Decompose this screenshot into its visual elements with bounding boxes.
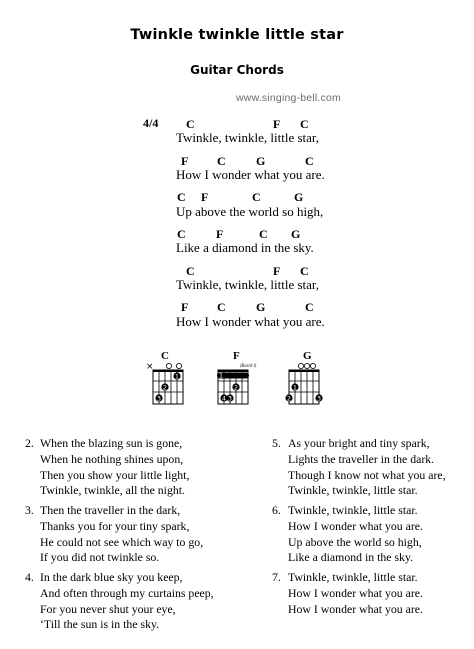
song-title: Twinkle twinkle little star bbox=[130, 27, 344, 43]
chord-label: F bbox=[181, 300, 189, 314]
verse-number: 7. bbox=[272, 570, 281, 584]
verse-line: Twinkle, twinkle, little star. bbox=[288, 503, 418, 517]
fretboard-grid bbox=[145, 350, 185, 410]
chord-diagram-label: G bbox=[303, 350, 312, 362]
chord-label: C bbox=[305, 300, 314, 314]
lyric-line: Up above the world so high, bbox=[176, 204, 324, 219]
chord-label: C bbox=[305, 154, 314, 168]
lyric-line: How I wonder what you are. bbox=[176, 167, 325, 182]
verse-line: Though I know not what you are, bbox=[288, 467, 446, 482]
open-string-marker bbox=[166, 363, 171, 368]
verse-line: Up above the world so high, bbox=[288, 534, 422, 549]
chord-label: C bbox=[259, 227, 268, 241]
chord-label: C bbox=[300, 264, 309, 278]
chord-diagram-label: C bbox=[161, 350, 169, 362]
verse-line: When the blazing sun is gone, bbox=[40, 436, 183, 450]
svg-text:1: 1 bbox=[292, 383, 298, 392]
chord-label: C bbox=[177, 227, 186, 241]
open-string-marker bbox=[304, 363, 309, 368]
chord-label: C bbox=[186, 264, 195, 278]
chord-label: G bbox=[256, 154, 266, 168]
chord-label: F bbox=[216, 227, 224, 241]
verse-line: For you never shut your eye, bbox=[40, 601, 176, 616]
verse-line: In the dark blue sky you keep, bbox=[40, 570, 183, 584]
lyric-line: Twinkle, twinkle, little star, bbox=[176, 277, 319, 292]
barre-note: (Barré I) bbox=[240, 363, 257, 368]
chord-diagram-f bbox=[212, 350, 260, 410]
verse-line: Then you show your little light, bbox=[40, 467, 190, 482]
verse-line: Lights the traveller in the dark. bbox=[288, 451, 435, 466]
chord-label: C bbox=[217, 300, 226, 314]
lyric-line: Like a diamond in the sky. bbox=[176, 240, 314, 255]
chord-label: C bbox=[177, 190, 186, 204]
verse-line: Twinkle, twinkle, little star. bbox=[288, 570, 418, 584]
chord-label: G bbox=[256, 300, 266, 314]
open-string-marker bbox=[298, 363, 303, 368]
verse-line: He could not see which way to go, bbox=[40, 534, 204, 549]
chord-label: F bbox=[273, 264, 281, 278]
chord-label: F bbox=[181, 154, 189, 168]
chord-diagram-label: F bbox=[233, 350, 240, 362]
page-subtitle: Guitar Chords bbox=[190, 63, 284, 77]
verse-number: 3. bbox=[25, 503, 34, 517]
verse-line: Twinkle, twinkle, little star. bbox=[288, 483, 418, 498]
chord-diagram-c bbox=[145, 350, 185, 410]
fretboard-grid bbox=[212, 350, 260, 410]
chord-label: F bbox=[273, 117, 281, 131]
lyric-line: How I wonder what you are. bbox=[176, 314, 325, 329]
verse-line: How I wonder what you are. bbox=[288, 585, 423, 600]
svg-text:2: 2 bbox=[233, 383, 239, 392]
muted-string-mark: × bbox=[146, 362, 154, 372]
svg-text:1: 1 bbox=[174, 372, 180, 381]
verse-number: 2. bbox=[25, 436, 34, 450]
chord-diagram-g bbox=[283, 350, 329, 410]
open-string-marker bbox=[310, 363, 315, 368]
verse-line: How I wonder what you are. bbox=[288, 601, 423, 616]
svg-text:2: 2 bbox=[286, 394, 292, 403]
chord-label: C bbox=[217, 154, 226, 168]
svg-text:2: 2 bbox=[162, 383, 168, 392]
verse-line: If you did not twinkle so. bbox=[40, 550, 160, 565]
verse-line: As your bright and tiny spark, bbox=[288, 436, 430, 450]
verse-line: And often through my curtains peep, bbox=[40, 585, 214, 600]
verse-line: Twinkle, twinkle, all the night. bbox=[40, 483, 185, 498]
verse-line: When he nothing shines upon, bbox=[40, 451, 184, 466]
chord-label: G bbox=[291, 227, 301, 241]
chord-label: C bbox=[186, 117, 195, 131]
svg-text:4: 4 bbox=[221, 394, 227, 403]
website-url[interactable]: www.singing-bell.com bbox=[236, 92, 341, 104]
svg-text:3: 3 bbox=[316, 394, 322, 403]
verse-line: Thanks you for your tiny spark, bbox=[40, 518, 190, 533]
lyric-line: Twinkle, twinkle, little star, bbox=[176, 130, 319, 145]
chord-label: G bbox=[294, 190, 304, 204]
verse-number: 5. bbox=[272, 436, 281, 450]
open-string-marker bbox=[176, 363, 181, 368]
chord-label: C bbox=[252, 190, 261, 204]
chord-label: C bbox=[300, 117, 309, 131]
svg-text:3: 3 bbox=[156, 394, 162, 403]
time-signature: 4/4 bbox=[143, 116, 159, 130]
fretboard-grid bbox=[283, 350, 329, 410]
verse-line: ‘Till the sun is in the sky. bbox=[40, 617, 160, 632]
svg-text:3: 3 bbox=[227, 394, 233, 403]
verse-number: 6. bbox=[272, 503, 281, 517]
svg-text:1: 1 bbox=[219, 372, 223, 380]
verse-line: How I wonder what you are. bbox=[288, 518, 423, 533]
verse-line: Then the traveller in the dark, bbox=[40, 503, 181, 517]
verse-line: Like a diamond in the sky. bbox=[288, 550, 414, 565]
verse-number: 4. bbox=[25, 570, 34, 584]
chord-label: F bbox=[201, 190, 209, 204]
